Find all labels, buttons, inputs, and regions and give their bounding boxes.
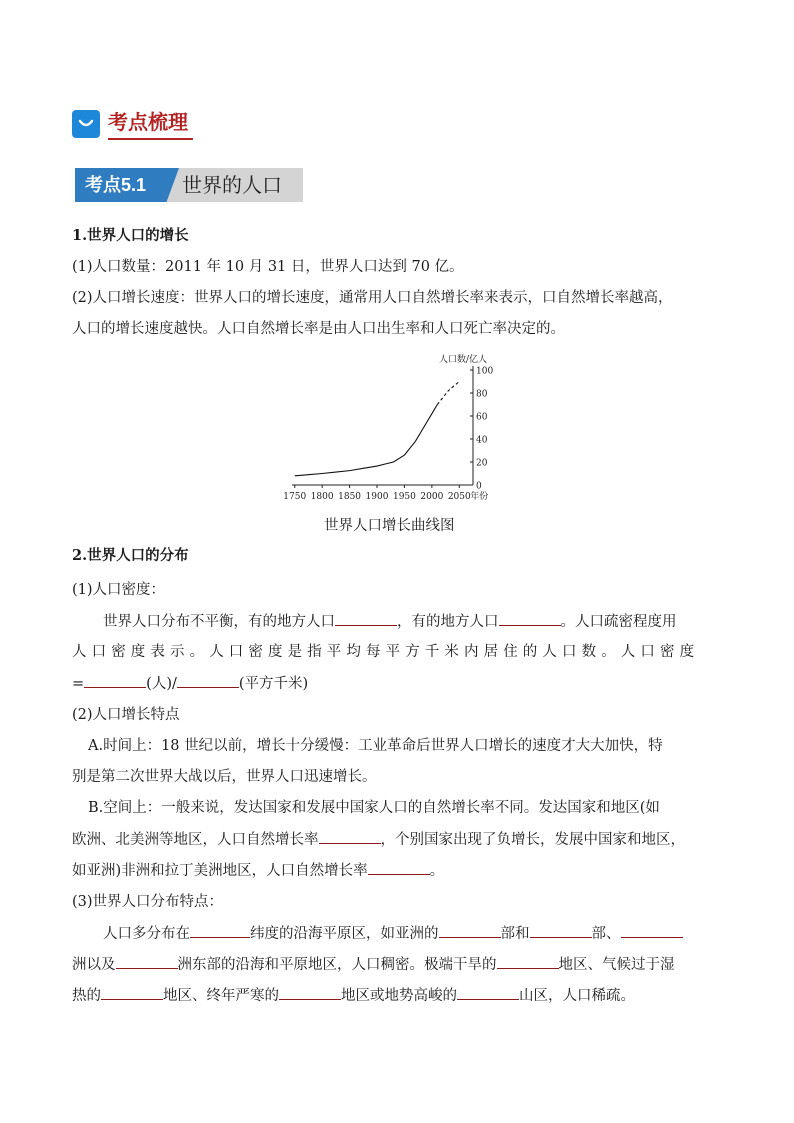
blank-highland-region[interactable] (457, 985, 519, 1000)
density-line1 (103, 611, 677, 632)
growth-space-text-d: 。 (429, 863, 445, 879)
dist-text-j: 地区或地势高峻的 (341, 988, 457, 1004)
dist-text-k: 山区，人口稀疏。 (519, 988, 635, 1004)
x-tick-label: 1900 (365, 492, 389, 502)
y-axis-label: 人口数/亿人 (438, 355, 487, 365)
projection-line (437, 382, 459, 405)
blank-sparse[interactable] (499, 611, 561, 626)
y-tick-label: 40 (476, 435, 488, 446)
blank-asia-part-1[interactable] (439, 923, 501, 938)
y-tick-label: 0 (476, 481, 482, 492)
growth-space-text-b: ，个别国家出现了负增长，发展中国家和地区， (380, 832, 685, 848)
blank-latitude[interactable] (190, 923, 250, 938)
blank-asia-part-2[interactable] (530, 923, 592, 938)
x-tick-label: 1950 (392, 492, 416, 502)
dist-text-i: 地区、终年严寒的 (163, 988, 279, 1004)
distribution-title: (3)世界人口分布特点： (72, 894, 224, 910)
growth-space-line1: B.空间上：一般来说，发达国家和发展中国家人口的自然增长率不同。发达国家和地区(如 (88, 800, 660, 816)
growth-space-text-c: 如亚洲)非洲和拉丁美洲地区，人口自然增长率 (72, 863, 368, 879)
population-growth-chart (280, 346, 520, 508)
blank-continent-2[interactable] (116, 954, 178, 969)
x-tick-label: 1750 (283, 492, 307, 502)
growth-time-line1: A.时间上：18 世纪以前，增长十分缓慢：工业革命后世界人口增长的速度才大大加快，特 (88, 738, 663, 754)
dist-text-f: 洲东部的沿海和平原地区，人口稠密。极端干旱的 (177, 957, 497, 973)
y-tick-label: 60 (476, 412, 488, 423)
density-text-a: 世界人口分布不平衡，有的地方人口 (103, 614, 335, 630)
distribution-line3 (72, 985, 635, 1006)
paragraph-growth-rate-line2: 人口的增长速度越快。人口自然增长率是由人口出生率和人口死亡率决定的。 (72, 321, 565, 337)
dist-text-c: 部和 (500, 926, 530, 942)
y-tick-label: 100 (476, 366, 494, 377)
population-line (295, 405, 438, 476)
distribution-line2 (72, 954, 675, 975)
density-title: (1)人口密度： (72, 582, 166, 598)
x-axis-label: 年份 (470, 492, 489, 502)
density-text-c: 。人口疏密程度用 (560, 614, 677, 630)
heading-population-growth: 1.世界人口的增长 (72, 227, 189, 244)
blank-arid-region[interactable] (497, 954, 559, 969)
topic-tag-label: 考点5.1 (85, 175, 147, 195)
dist-text-b: 纬度的沿海平原区，如亚洲的 (250, 926, 439, 942)
blank-developed-rate[interactable] (319, 829, 381, 844)
x-tick-label: 1850 (338, 492, 362, 502)
section-title-underline (108, 138, 193, 140)
section-icon (72, 110, 100, 138)
density-formula (72, 673, 308, 694)
blank-dense[interactable] (335, 611, 397, 626)
blank-population-count[interactable] (84, 673, 146, 688)
growth-time-line2: 别是第二次世界大战以后，世界人口迅速增长。 (72, 769, 377, 785)
bag-icon (72, 110, 100, 138)
dist-text-g: 地区、气候过于湿 (558, 957, 675, 973)
blank-continent-1[interactable] (621, 923, 683, 938)
growth-space-line2 (72, 829, 685, 850)
dist-text-a: 人口多分布在 (103, 926, 190, 942)
paragraph-growth-rate-line1: (2)人口增长速度：世界人口的增长速度，通常用人口自然增长率来表示，口自然增长率越高， (72, 290, 673, 306)
growth-features-title: (2)人口增长特点 (72, 707, 180, 723)
figure-caption: 世界人口增长曲线图 (324, 518, 455, 534)
heading-population-distribution: 2.世界人口的分布 (72, 547, 189, 564)
dist-text-h: 热的 (72, 988, 101, 1004)
formula-people: (人)/ (146, 676, 177, 692)
section-title: 考点梳理 (108, 110, 188, 134)
x-tick-label: 2000 (420, 492, 444, 502)
paragraph-population-count: (1)人口数量：2011 年 10 月 31 日，世界人口达到 70 亿。 (72, 259, 464, 275)
blank-cold-region[interactable] (279, 985, 341, 1000)
x-tick-label: 2050 (447, 492, 471, 502)
density-line2: 人口密度表示。人口密度是指平均每平方千米内居住的人口数。人口密度 (72, 644, 700, 660)
blank-developing-rate[interactable] (368, 860, 430, 875)
blank-area[interactable] (177, 673, 239, 688)
distribution-line1 (103, 923, 683, 944)
growth-space-line3 (72, 860, 444, 881)
y-tick-label: 20 (476, 458, 488, 469)
density-text-b: ，有的地方人口 (397, 614, 499, 630)
y-tick-label: 80 (476, 389, 488, 400)
growth-space-text-a: 欧洲、北美洲等地区，人口自然增长率 (72, 832, 319, 848)
blank-humid-region[interactable] (101, 985, 163, 1000)
dist-text-e: 洲以及 (72, 957, 116, 973)
x-tick-label: 1800 (310, 492, 334, 502)
topic-tag-title: 世界的人口 (182, 173, 282, 197)
formula-area-unit: (平方千米) (238, 676, 309, 692)
dist-text-d: 部、 (591, 926, 621, 942)
formula-equals: = (72, 676, 85, 692)
